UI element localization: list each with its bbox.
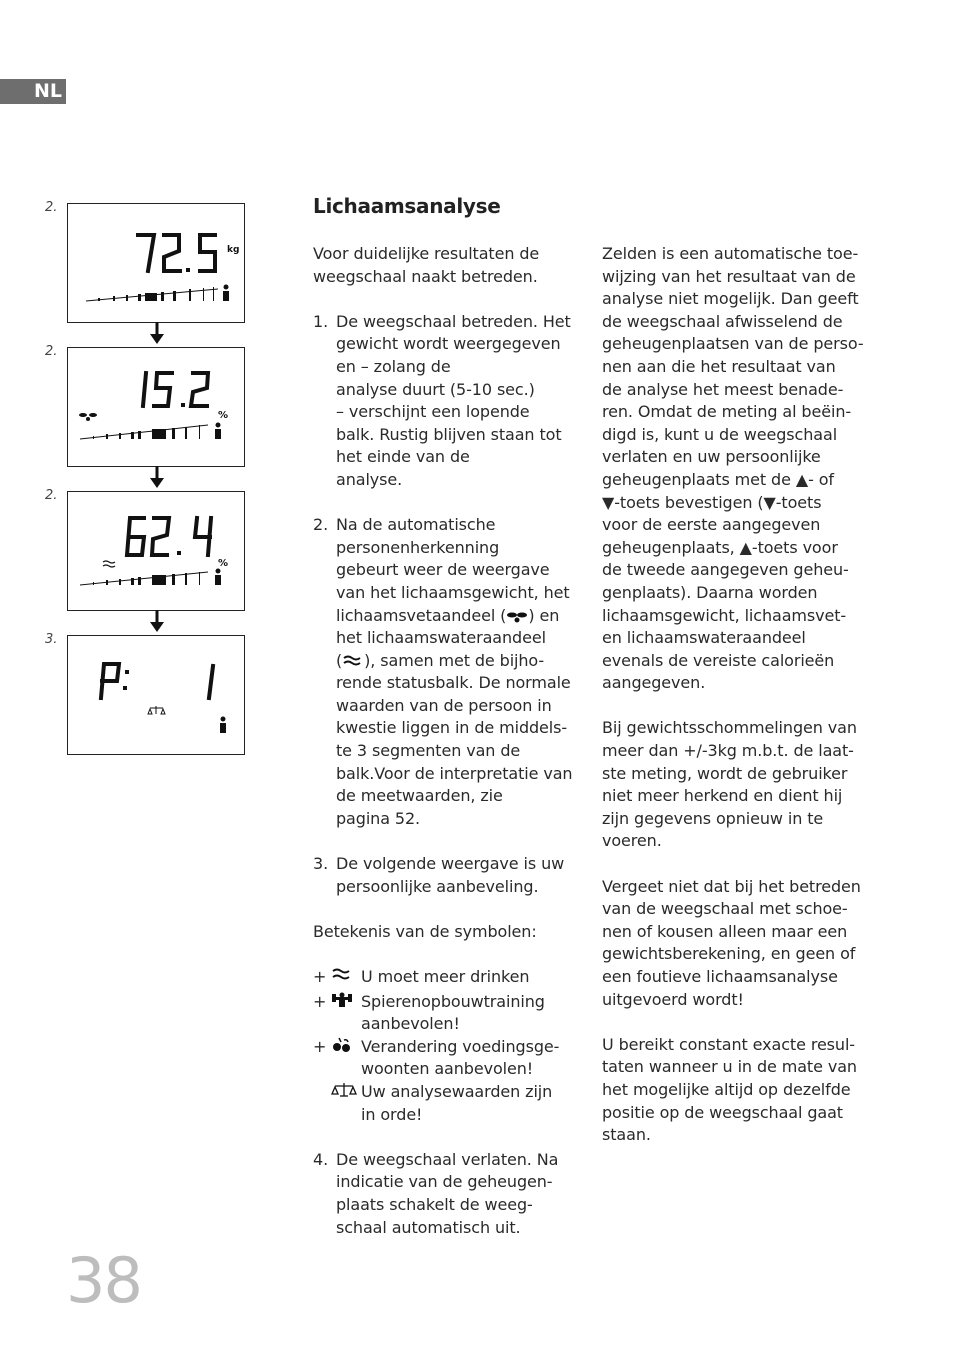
step-text: De weegschaal betreden. Het gewicht wordt weergegeven en – zolang de analyse duurt (5-10 sec.) – verschijnt een lopende balk. Rustig blijven staan tot het einde van de analyse. bbox=[336, 311, 571, 489]
paragraph-part: Zelden is een automatische toe- wijzing van het resultaat van de analyse niet mogelijk. Dan geeft de weegschaal afwisselend de geheugenplaatsen van de perso- nen aan die het resultaat van de analyse het meest benade- ren. Omdat de meting al beëin- digd is, kunt u de weegschaal verlaten en uw persoonlijke geheugenplaats met de bbox=[602, 244, 864, 489]
person-icon bbox=[220, 717, 226, 734]
paragraph-part: -toets voor de tweede aangegeven geheu- genplaats). Daarna worden lichaamsgewicht, lichaamsvet- en lichaamswateraandeel evenals de vereiste calorieën aangegeven. bbox=[602, 537, 849, 693]
symbol-plus: + bbox=[313, 967, 327, 986]
up-arrow-icon: ▲ bbox=[795, 469, 809, 489]
lcd-unit: kg bbox=[227, 245, 240, 255]
lcd-memory-graphic bbox=[68, 636, 246, 756]
body-fat-icon bbox=[506, 611, 528, 623]
person-icon bbox=[223, 285, 229, 302]
symbol-plus: + bbox=[313, 1036, 327, 1056]
symbols-list bbox=[313, 966, 583, 1126]
step-3 bbox=[313, 853, 583, 898]
balance-icon bbox=[331, 1081, 357, 1099]
person-icon bbox=[215, 423, 221, 440]
section-title: Lichaamsanalyse bbox=[313, 194, 501, 218]
step-4 bbox=[313, 1149, 583, 1239]
paragraph-auto-assignment bbox=[602, 243, 872, 695]
step-text: De volgende weergave is uw persoonlijke aanbeveling. bbox=[336, 854, 565, 896]
step-text: De weegschaal verlaten. Na indicatie van de geheugen- plaats schakelt de weeg- schaal automatisch uit. bbox=[336, 1149, 559, 1237]
status-bar bbox=[80, 425, 208, 439]
balance-icon bbox=[148, 706, 165, 714]
step-1 bbox=[313, 311, 583, 492]
symbol-plus bbox=[313, 1081, 331, 1126]
step-2 bbox=[313, 514, 583, 830]
paragraph-part: -toets bevestigen ( bbox=[614, 492, 764, 512]
language-tab: NL bbox=[0, 79, 66, 104]
symbol-text: U moet meer drinken bbox=[361, 967, 530, 986]
paragraph-weight-fluctuation: Bij gewichtsschommelingen van meer dan +/-3kg m.b.t. de laat- ste meting, wordt de gebruiker niet meer herkend en dient hij zijn gegevens opnieuw in te voeren. bbox=[602, 718, 857, 851]
lcd-unit: % bbox=[218, 558, 229, 569]
step-text-part: ), samen met de bijho- rende statusbalk. De normale waarden van de persoon in kwestie liggen in de middels- te 3 segmenten van de balk.Voor de interpretatie van de meetwaarden, zie pagina 52. bbox=[336, 650, 573, 828]
symbols-heading: Betekenis van de symbolen: bbox=[313, 921, 537, 941]
symbol-text: Uw analysewaarden zijn in orde! bbox=[361, 1081, 553, 1124]
arrow-down-icon bbox=[148, 610, 166, 634]
page-number: 38 bbox=[66, 1244, 141, 1317]
paragraph-part: - of bbox=[808, 469, 834, 489]
paragraph-part: -toets voor de eerste aangegeven geheugenplaats, bbox=[602, 492, 822, 557]
step-number: 3. bbox=[313, 854, 329, 874]
step-text-part: Na de automatische personenherkenning gebeurt weer de weergave van het lichaamsgewicht, het lichaamsvetaandeel ( bbox=[336, 515, 570, 625]
water-icon bbox=[342, 654, 364, 668]
symbol-item bbox=[313, 966, 583, 991]
body-fat-icon bbox=[79, 413, 97, 421]
down-arrow-icon: ▼ bbox=[602, 492, 615, 512]
step-text bbox=[336, 514, 572, 830]
arrow-down-icon bbox=[148, 322, 166, 346]
symbol-text: Spierenopbouwtraining aanbevolen! bbox=[361, 991, 545, 1034]
lcd-unit: % bbox=[218, 410, 229, 421]
up-arrow-icon: ▲ bbox=[739, 537, 752, 557]
paragraph-exact-results: U bereikt constant exacte resul- taten wanneer u in de mate van het mogelijke altijd op dezelfde positie op de weegschaal gaat staan. bbox=[602, 1034, 857, 1145]
down-arrow-icon: ▼ bbox=[763, 492, 776, 512]
paragraph-shoes-warning: Vergeet niet dat bij het betreden van de weegschaal met schoe- nen of kousen alleen maar een gewichtsberekening, en geen of een foutieve lichaamsanalyse uitgevoerd wordt! bbox=[602, 876, 861, 1009]
figure-step-1: 2. bbox=[45, 200, 58, 215]
muscle-icon bbox=[331, 991, 355, 1009]
lcd-display-water bbox=[67, 491, 245, 611]
water-icon bbox=[103, 561, 115, 567]
step-text-part: ) en het lichaamswateraandeel ( bbox=[336, 605, 560, 670]
symbol-item bbox=[313, 991, 583, 1036]
left-column bbox=[313, 243, 583, 1262]
figure-step-4: 3. bbox=[45, 632, 58, 647]
step-number: 2. bbox=[313, 515, 329, 535]
symbol-item bbox=[313, 1036, 583, 1081]
symbol-plus: + bbox=[313, 991, 327, 1011]
symbol-text: Verandering voedingsge- woonten aanbevolen! bbox=[361, 1036, 560, 1079]
lcd-display-weight bbox=[67, 203, 245, 323]
lcd-display-memory bbox=[67, 635, 245, 755]
status-bar bbox=[80, 572, 208, 585]
water-icon bbox=[331, 966, 353, 984]
lcd-display-fat bbox=[67, 347, 245, 467]
lcd-fat-graphic bbox=[68, 348, 246, 468]
step-number: 1. bbox=[313, 311, 329, 331]
intro-paragraph: Voor duidelijke resultaten de weegschaal naakt betreden. bbox=[313, 244, 540, 286]
right-column bbox=[602, 243, 872, 1169]
status-bar bbox=[86, 287, 218, 301]
fruit-icon bbox=[331, 1036, 353, 1054]
step-number: 4. bbox=[313, 1149, 329, 1169]
figure-step-2: 2. bbox=[45, 344, 58, 359]
lcd-water-graphic bbox=[68, 492, 246, 612]
figure-step-3: 2. bbox=[45, 488, 58, 503]
lcd-weight-graphic bbox=[68, 204, 246, 324]
person-icon bbox=[215, 569, 221, 586]
symbol-item bbox=[313, 1081, 583, 1126]
arrow-down-icon bbox=[148, 466, 166, 490]
